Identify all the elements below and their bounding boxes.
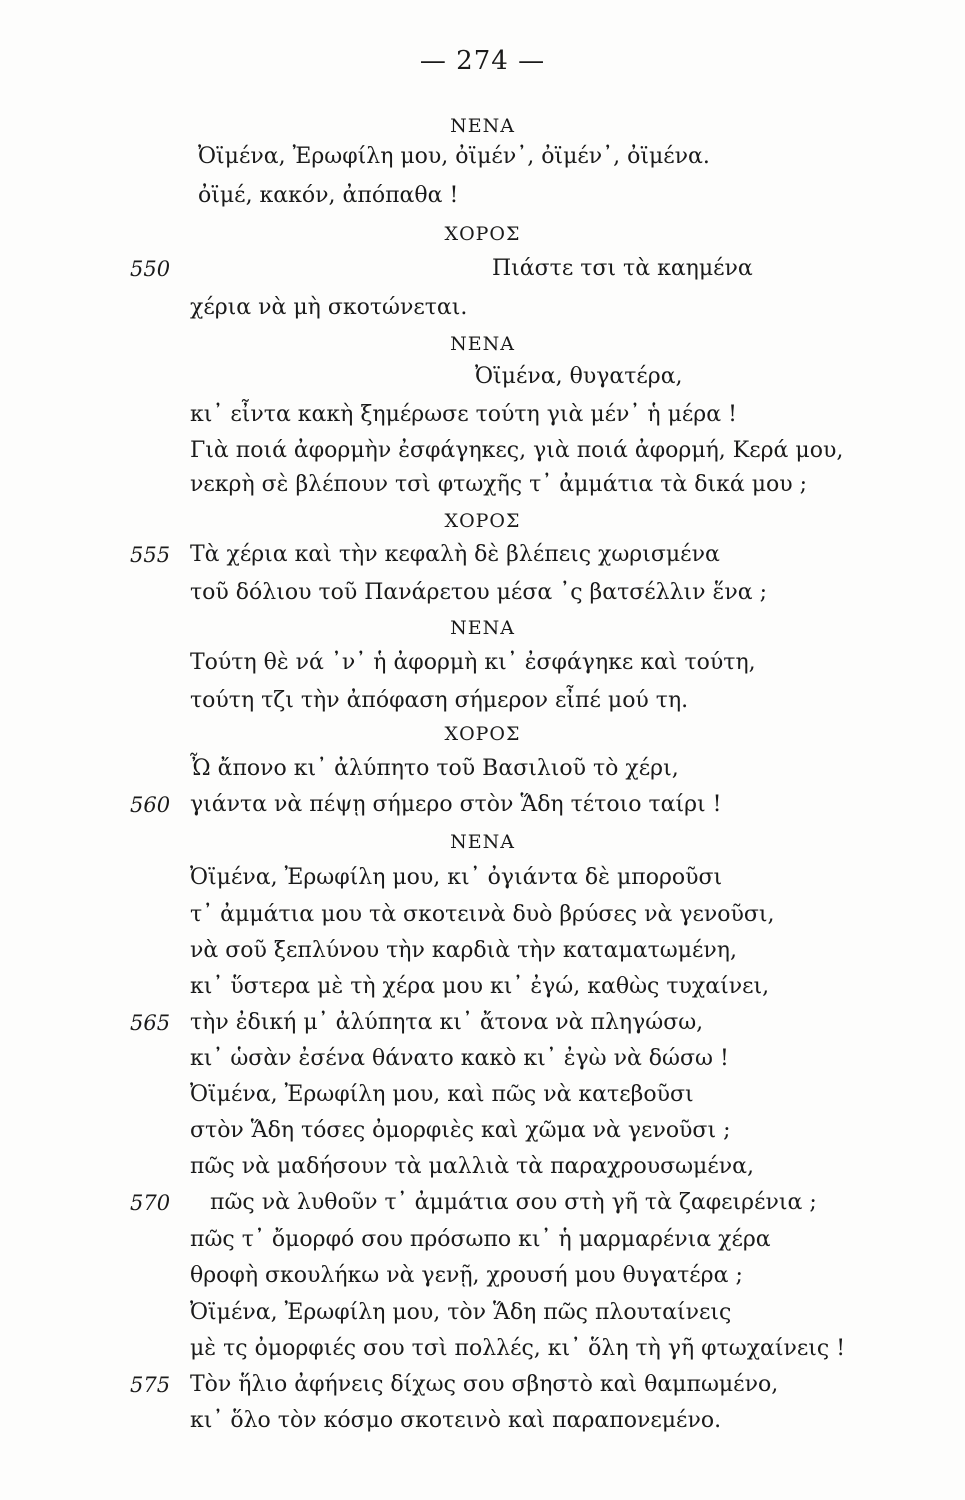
line-number: 560 (130, 793, 171, 817)
verse-line: κι᾽ εἶντα κακὴ ξημέρωσε τούτη γιὰ μέν᾽ ἡ μέρα ! (190, 402, 737, 427)
verse-line: Τὰ χέρια καὶ τὴν κεφαλὴ δὲ βλέπεις χωρισμένα (190, 542, 720, 567)
verse-line: μὲ τς ὀμορφιές σου τσὶ πολλές, κι᾽ ὅλη τὴ γῆ φτωχαίνεις ! (190, 1336, 846, 1361)
verse-line: Πιάστε τσι τὰ καημένα (492, 256, 753, 281)
verse-line: ὀϊμέ, κακόν, ἀπόπαθα ! (198, 183, 459, 208)
speaker-heading: ΧΟΡΟΣ (444, 723, 521, 745)
verse-line: Ὀϊμένα, Ἐρωφίλη μου, κι᾽ ὀγιάντα δὲ μποροῦσι (190, 865, 723, 890)
verse-line: Τὸν ἥλιο ἀφήνεις δίχως σου σβηστὸ καὶ θαμπωμένο, (190, 1372, 779, 1397)
speaker-heading: ΝΕΝΑ (450, 115, 515, 137)
line-number: 575 (130, 1373, 171, 1397)
verse-line: Ὀϊμένα, Ἐρωφίλη μου, ὀϊμέν᾽, ὀϊμέν᾽, ὀϊμένα. (198, 144, 710, 169)
page-number: — 274 — (419, 46, 546, 76)
verse-line: κι᾽ ὡσὰν ἐσένα θάνατο κακὸ κι᾽ ἐγὼ νὰ δώσω ! (190, 1046, 729, 1071)
verse-line: τοῦ δόλιου τοῦ Πανάρετου μέσα ᾽ς βατσέλλιν ἕνα ; (190, 580, 767, 605)
verse-line: γιάντα νὰ πέψῃ σήμερο στὸν Ἅδη τέτοιο ταίρι ! (190, 792, 722, 817)
verse-line: Ὀϊμένα, Ἐρωφίλη μου, καὶ πῶς νὰ κατεβοῦσι (190, 1082, 694, 1107)
verse-line: στὸν Ἅδη τόσες ὀμορφιὲς καὶ χῶμα νὰ γενοῦσι ; (190, 1118, 731, 1143)
speaker-heading: ΝΕΝΑ (450, 831, 515, 853)
speaker-heading: ΧΟΡΟΣ (444, 223, 521, 245)
verse-line: Γιὰ ποιά ἀφορμὴν ἐσφάγηκες, γιὰ ποιά ἀφορμή, Κερά μου, (190, 438, 844, 463)
verse-line: τὴν ἐδική μ᾽ ἀλύπητα κι᾽ ἄτονα νὰ πληγώσω, (190, 1010, 704, 1035)
verse-line: πῶς νὰ μαδήσουν τὰ μαλλιὰ τὰ παραχρουσωμένα, (190, 1154, 754, 1179)
line-number: 570 (130, 1191, 171, 1215)
line-number: 550 (130, 257, 171, 281)
verse-line: Ὀϊμένα, θυγατέρα, (475, 364, 683, 389)
verse-line: Ὀϊμένα, Ἐρωφίλη μου, τὸν Ἅδη πῶς πλουταίνεις (190, 1300, 732, 1325)
verse-line: κι᾽ ὕστερα μὲ τὴ χέρα μου κι᾽ ἐγώ, καθὼς τυχαίνει, (190, 974, 770, 999)
verse-line: Τούτη θὲ νά ᾽ν᾽ ἡ ἀφορμὴ κι᾽ ἐσφάγηκε καὶ τούτη, (190, 650, 756, 675)
speaker-heading: ΧΟΡΟΣ (444, 510, 521, 532)
verse-line: πῶς τ᾽ ὄμορφό σου πρόσωπο κι᾽ ἡ μαρμαρένια χέρα (190, 1227, 771, 1252)
verse-line: κι᾽ ὅλο τὸν κόσμο σκοτεινὸ καὶ παραπονεμένο. (190, 1408, 722, 1433)
speaker-heading: ΝΕΝΑ (450, 333, 515, 355)
verse-line: θροφὴ σκουλήκω νὰ γενῇ, χρουσή μου θυγατέρα ; (190, 1263, 743, 1288)
speaker-heading: ΝΕΝΑ (450, 617, 515, 639)
line-number: 565 (130, 1011, 171, 1035)
verse-line: χέρια νὰ μὴ σκοτώνεται. (190, 295, 468, 320)
verse-line: νὰ σοῦ ξεπλύνου τὴν καρδιὰ τὴν καταματωμένη, (190, 938, 737, 963)
verse-line: τούτη τζι τὴν ἀπόφαση σήμερον εἶπέ μού τη. (190, 688, 689, 713)
verse-line: πῶς νὰ λυθοῦν τ᾽ ἀμμάτια σου στὴ γῆ τὰ ζαφειρένια ; (210, 1190, 817, 1215)
verse-line: Ὦ ἄπονο κι᾽ ἀλύπητο τοῦ Βασιλιοῦ τὸ χέρι, (190, 756, 679, 781)
verse-line: νεκρὴ σὲ βλέπουν τσὶ φτωχῆς τ᾽ ἀμμάτια τὰ δικά μου ; (190, 472, 808, 497)
line-number: 555 (130, 543, 171, 567)
verse-line: τ᾽ ἀμμάτια μου τὰ σκοτεινὰ δυὸ βρύσες νὰ γενοῦσι, (190, 902, 775, 927)
